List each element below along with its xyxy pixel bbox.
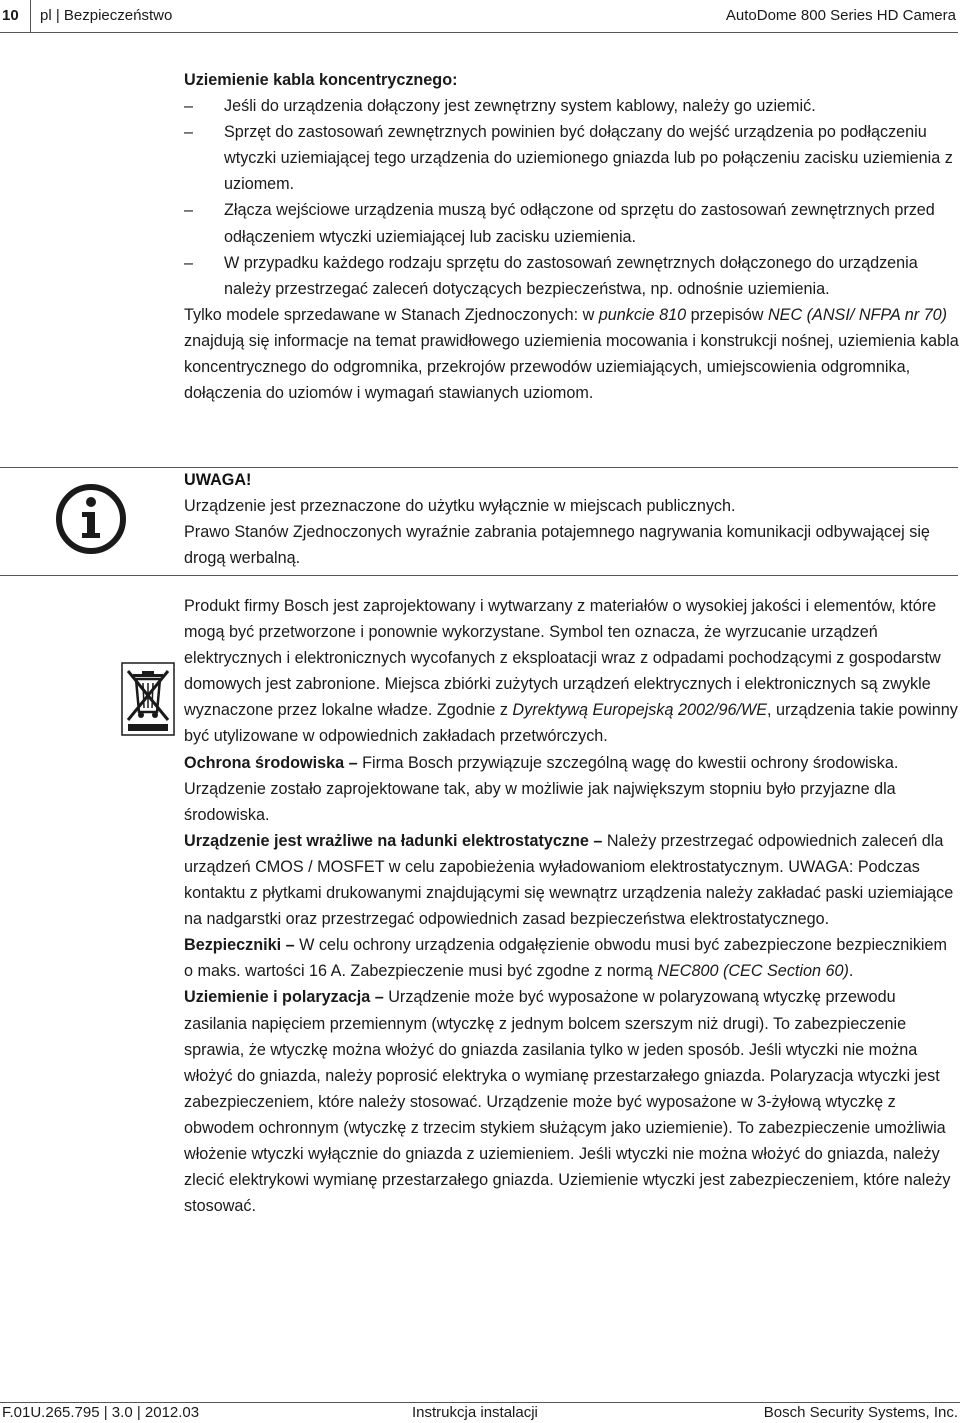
company-name: Bosch Security Systems, Inc. <box>763 1404 958 1421</box>
document-type: Instrukcja instalacji <box>412 1404 538 1421</box>
text-run: znajdują się informacje na temat prawidłowego uziemienia mocowania i konstrukcji nośnej, uziemienia kabla koncentrycznego do odgromnika, przekrojów przewodów uziemiających, umiejscowienia odgromnika, dołączenia do uziomów i wymagań stawianych uziomom. <box>184 331 959 403</box>
disposal-section <box>184 593 960 1219</box>
list-item: – Sprzęt do zastosowań zewnętrznych powinien być dołączany do wejść urządzenia po podłączeniu wtyczki uziemiającej tego urządzenia do uziemionego gniazda lub po połączeniu zacisku uziemienia z uziomem. <box>184 119 960 197</box>
esd-paragraph <box>184 828 960 932</box>
text-run: Należy przestrzegać odpowiednich zaleceń dla urządzeń CMOS / MOSFET w celu zapobieżenia wyładowaniom elektrostatycznym. UWAGA: Podczas kontaktu z płytkami drukowanymi znajdującymi się wewnątrz urządzenia należy zakładać paski uziemiające na nadgarstki oraz przestrzegać odpowiednich zasad bezpieczeństwa elektrostatycznego. <box>184 831 954 929</box>
text-run: Bezpieczniki – <box>184 936 300 955</box>
disposal-paragraph <box>184 593 960 750</box>
text-run: NEC (ANSI/ NFPA nr 70) <box>767 305 947 324</box>
page-number: 10 <box>2 0 31 32</box>
text-run: Ochrona środowiska – <box>184 753 363 772</box>
fuses-paragraph <box>184 932 960 984</box>
text-run: W celu ochrony urządzenia odgałęzienie obwodu musi być zabezpieczone bezpiecznikiem o maks. wartości 16 A. Zabezpieczenie musi być zgodne z normą <box>184 936 948 981</box>
text-run: Urządzenie jest wrażliwe na ładunki elektrostatyczne – <box>184 831 607 850</box>
document-title: AutoDome 800 Series HD Camera <box>725 7 956 24</box>
text-run: Firma Bosch przywiązuje szczególną wagę do kwestii ochrony środowiska. Urządzenie zostało zaprojektowane tak, aby w możliwie jak największym stopniu było przyjazne dla środowiska. <box>184 753 899 824</box>
text-run: Uziemienie i polaryzacja – <box>184 988 389 1007</box>
notice-line-2: Prawo Stanów Zjednoczonych wyraźnie zabrania potajemnego nagrywania komunikacji odbywającej się drogą werbalną. <box>184 523 930 568</box>
environment-paragraph <box>184 750 960 828</box>
polarization-paragraph <box>184 984 960 1219</box>
page-footer <box>0 1402 960 1421</box>
list-item: – Jeśli do urządzenia dołączony jest zewnętrzny system kablowy, należy go uziemić. <box>184 93 960 119</box>
notice-line-1: Urządzenie jest przeznaczone do użytku wyłącznie w miejscach publicznych. <box>184 497 736 516</box>
text-run: NEC800 (CEC Section 60) <box>657 962 849 981</box>
coax-grounding-section <box>184 67 960 406</box>
text-run: . <box>848 962 854 981</box>
notice-section <box>184 467 960 571</box>
info-icon <box>55 483 127 555</box>
text-run: przepisów <box>686 305 768 324</box>
text-run: , urządzenia takie powinny być utylizowane w odpowiednich zakładach przetwórczych. <box>184 701 958 746</box>
text-run: Urządzenie może być wyposażone w polaryzowaną wtyczkę przewodu zasilania napięciem przemiennym (wtyczkę z jednym bolcem szerszym niż drugi). To zabezpieczenie sprawia, że wtyczkę można włożyć do gniazda zasilania tylko w jeden sposób. Jeśli wtyczki nie można włożyć do gniazda, należy poprosić elektryka o wymianę przestarzałego gniazda. Polaryzacja wtyczki jest zabezpieczeniem, które należy stosować. Urządzenie może być wyposażone w 3-żyłową wtyczkę z obwodem ochronnym (wtyczkę z trzecim stykiem służącym jako uziemienie). To zabezpieczenie umożliwia włożenie wtyczki wyłącznie do gniazda z uziemieniem. Jeśli wtyczki nie można włożyć do gniazda, należy zlecić elektrykowi wymianę przestarzałego gniazda. Uziemienie wtyczki jest zabezpieczeniem, które należy stosować. <box>184 988 951 1216</box>
text-run: Dyrektywą Europejską 2002/96/WE <box>512 701 768 720</box>
divider <box>0 575 958 576</box>
section-label: pl | Bezpieczeństwo <box>40 7 173 24</box>
text-run: Tylko modele sprzedawane w Stanach Zjednoczonych: w <box>184 305 599 324</box>
text-run: punkcie 810 <box>598 305 687 324</box>
text-run: Produkt firmy Bosch jest zaprojektowany i wytwarzany z materiałów o wysokiej jakości i elementów, które mogą być przetworzone i ponownie wykorzystane. Symbol ten oznacza, że wyrzucanie urządzeń elektrycznych i elektronicznych wycofanych z eksploatacji wraz z odpadami pochodzącymi z gospodarstw domowych jest zabronione. Miejsca zbiórki zużytych urządzeń elektrycznych i elektronicznych są zwykle wyznaczone przez lokalne władze. Zgodnie z <box>184 597 941 720</box>
list-item: – W przypadku każdego rodzaju sprzętu do zastosowań zewnętrznych dołączonego do urządzenia należy przestrzegać zaleceń dotyczących bezpieczeństwa, np. odnośnie uziemienia. <box>184 250 960 302</box>
notice-title: UWAGA! <box>184 471 252 489</box>
page-header <box>0 0 958 33</box>
list-item: – Złącza wejściowe urządzenia muszą być odłączone od sprzętu do zastosowań zewnętrznych przed odłączeniem wtyczki uziemiającej lub zacisku uziemienia. <box>184 197 960 249</box>
coax-list <box>184 93 960 302</box>
document-id: F.01U.265.795 | 3.0 | 2012.03 <box>2 1404 200 1421</box>
coax-heading: Uziemienie kabla koncentrycznego: <box>184 71 458 89</box>
crossed-bin-icon <box>121 662 175 736</box>
us-models-paragraph <box>184 302 960 406</box>
